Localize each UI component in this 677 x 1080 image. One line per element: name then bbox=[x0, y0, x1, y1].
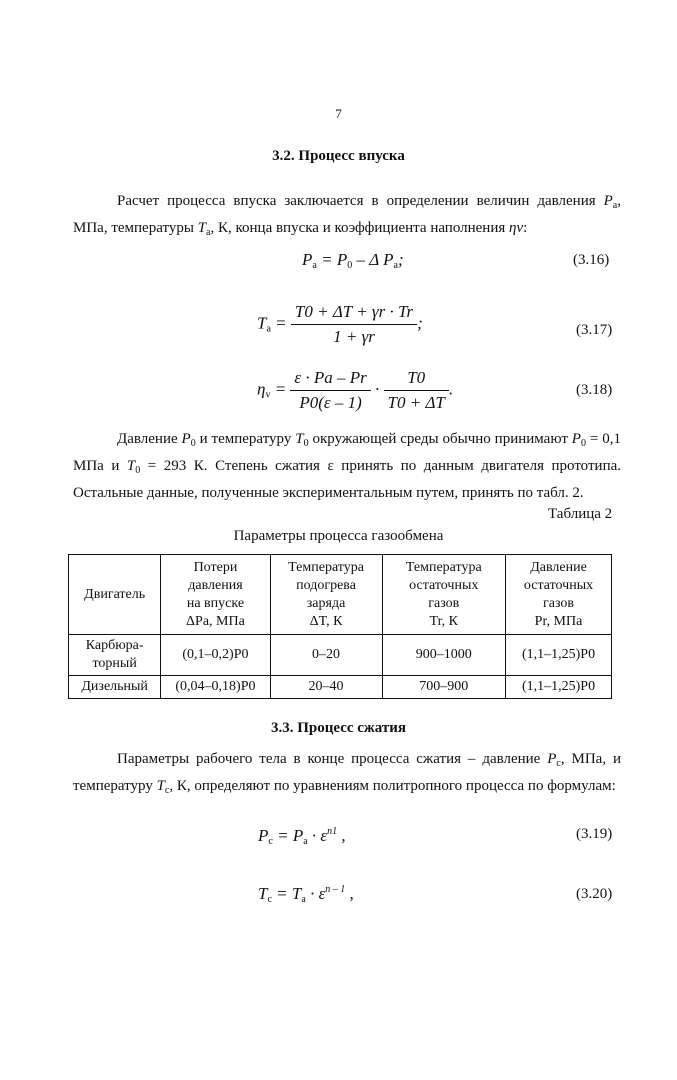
table-label: Таблица 2 bbox=[548, 506, 613, 522]
equation-number-3-18: (3.18) bbox=[576, 382, 613, 398]
cell-residual-temperature: 700–900 bbox=[382, 676, 506, 699]
header-engine: Двигатель bbox=[69, 555, 161, 635]
equation-3-17: $T_a$ = $\frac{T0 + \Delta T + \gamma r \cdot Tr}{1 + \gamma r}$ ; bbox=[257, 302, 423, 346]
gas-exchange-table bbox=[68, 554, 612, 699]
equation-number-3-17: (3.17) bbox=[576, 322, 613, 338]
equation-3-20: $T_c = T_a \cdot \varepsilon^{n - 1}$ , bbox=[258, 884, 354, 905]
equation-number-3-19: (3.19) bbox=[576, 826, 613, 842]
cell-pressure-loss: (0,04–0,18)P0 bbox=[161, 676, 270, 699]
equation-number-3-20: (3.20) bbox=[576, 886, 613, 902]
cell-residual-temperature: 900–1000 bbox=[382, 635, 506, 676]
compression-paragraph: Параметры рабочего тела в конце процесса сжатия – давление $P_c$, МПа, и температуру $T_c$, К, определяют по уравнениям политропного процесса по формулам: bbox=[73, 751, 621, 796]
fraction-3-18-b: $\frac{T0}{T0 + \Delta T}$ bbox=[384, 368, 449, 413]
equation-number-3-16: (3.16) bbox=[573, 252, 610, 268]
header-residual-pressure: Давление остаточных газов Pr, МПа bbox=[506, 555, 612, 635]
header-charge-heating: Температура подогрева заряда ΔT, К bbox=[270, 555, 382, 635]
intro-paragraph: Расчет процесса впуска заключается в определении величин давления $P_a$, МПа, температуры $T_a$, К, конца впуска и коэффициента наполнения ηv: bbox=[73, 193, 621, 238]
cell-engine: Дизельный bbox=[69, 676, 161, 699]
cell-residual-pressure: (1,1–1,25)P0 bbox=[506, 676, 612, 699]
cell-charge-heating: 20–40 bbox=[270, 676, 382, 699]
table-row bbox=[69, 635, 612, 676]
equation-3-19: $P_c = P_a \cdot \varepsilon^{n1}$ , bbox=[258, 826, 346, 847]
header-residual-temperature: Температура остаточных газов Tr, К bbox=[382, 555, 506, 635]
header-pressure-loss: Потери давления на впуске ΔPa, МПа bbox=[161, 555, 270, 635]
cell-charge-heating: 0–20 bbox=[270, 635, 382, 676]
table-row bbox=[69, 676, 612, 699]
cell-pressure-loss: (0,1–0,2)P0 bbox=[161, 635, 270, 676]
fraction-3-18-a: $\frac{\varepsilon \cdot Pa - Pr}{P0(\varepsilon - 1)}$ bbox=[290, 368, 370, 413]
table-header-row bbox=[69, 555, 612, 635]
section-heading-3-3: 3.3. Процесс сжатия bbox=[270, 720, 407, 736]
cell-residual-pressure: (1,1–1,25)P0 bbox=[506, 635, 612, 676]
equation-3-16: $P_a = P_0 - \Delta$ $P_a$; bbox=[302, 250, 404, 271]
paragraph-ambient-conditions: Давление $P_0$ и температуру $T_0$ окружающей среды обычно принимают $P_0 = 0,1$ МПа и $T_0 = 293$ К. Степень сжатия ε принять по данным двигателя прототипа. Остальные данные, полученные экспериментальным путем, принять по табл. 2. bbox=[73, 431, 622, 501]
cell-engine: Карбюра-торный bbox=[69, 635, 161, 676]
equation-3-18: $\eta_v$ = $\frac{\varepsilon \cdot Pa - Pr}{P0(\varepsilon - 1)}$ · $\frac{T0}{T0 + \Delta T}$ . bbox=[257, 368, 454, 412]
fraction-3-17: $\frac{T0 + \Delta T + \gamma r \cdot Tr}{1 + \gamma r}$ bbox=[291, 302, 417, 347]
table-caption: Параметры процесса газообмена bbox=[233, 528, 444, 544]
section-heading-3-2: 3.2. Процесс впуска bbox=[272, 148, 405, 164]
page-number: 7 bbox=[335, 106, 342, 121]
